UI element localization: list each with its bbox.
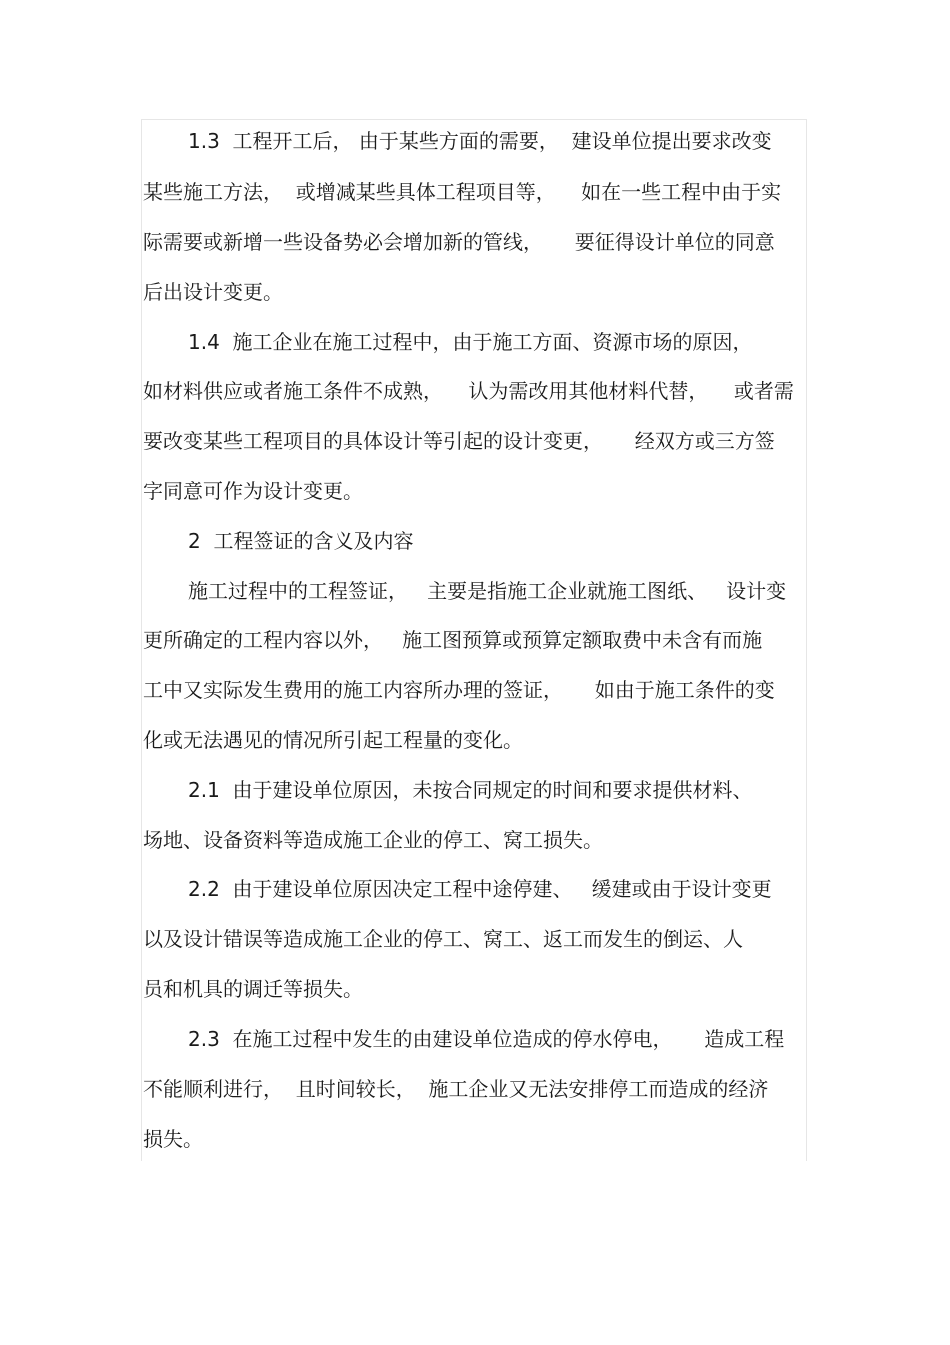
text-line: 某些施工方法， 或增减某些具体工程项目等， 如在一些工程中由于实 — [143, 180, 782, 204]
text-line: 施工过程中的工程签证， 主要是指施工企业就施工图纸、 设计变 — [188, 579, 787, 603]
text-line: 后出设计变更。 — [143, 280, 283, 304]
text-line: 1.3 工程开工后， 由于某些方面的需要， 建设单位提出要求改变 — [188, 129, 772, 153]
text-line: 如材料供应或者施工条件不成熟， 认为需改用其他材料代替， 或者需 — [143, 379, 794, 403]
text-line: 工中又实际发生费用的施工内容所办理的签证， 如由于施工条件的变 — [143, 678, 775, 702]
text-line: 字同意可作为设计变更。 — [143, 479, 363, 503]
text-line: 场地、设备资料等造成施工企业的停工、窝工损失。 — [143, 828, 603, 852]
text-line: 以及设计错误等造成施工企业的停工、窝工、返工而发生的倒运、人 — [143, 927, 743, 951]
text-line: 损失。 — [143, 1127, 203, 1151]
text-line: 际需要或新增一些设备势必会增加新的管线， 要征得设计单位的同意 — [143, 230, 775, 254]
text-line: 更所确定的工程内容以外， 施工图预算或预算定额取费中未含有而施 — [143, 628, 763, 652]
text-line: 员和机具的调迁等损失。 — [143, 977, 363, 1001]
text-line: 2.3 在施工过程中发生的由建设单位造成的停水停电， 造成工程 — [188, 1027, 785, 1051]
text-line: 2.2 由于建设单位原因决定工程中途停建、 缓建或由于设计变更 — [188, 877, 772, 901]
text-line: 2.1 由于建设单位原因，未按合同规定的时间和要求提供材料、 — [188, 778, 753, 802]
text-line: 1.4 施工企业在施工过程中，由于施工方面、资源市场的原因， — [188, 330, 753, 354]
text-line: 要改变某些工程项目的具体设计等引起的设计变更， 经双方或三方签 — [143, 429, 775, 453]
section-heading: 2 工程签证的含义及内容 — [188, 529, 414, 553]
text-line: 不能顺利进行， 且时间较长， 施工企业又无法安排停工而造成的经济 — [143, 1077, 769, 1101]
text-line: 化或无法遇见的情况所引起工程量的变化。 — [143, 728, 523, 752]
